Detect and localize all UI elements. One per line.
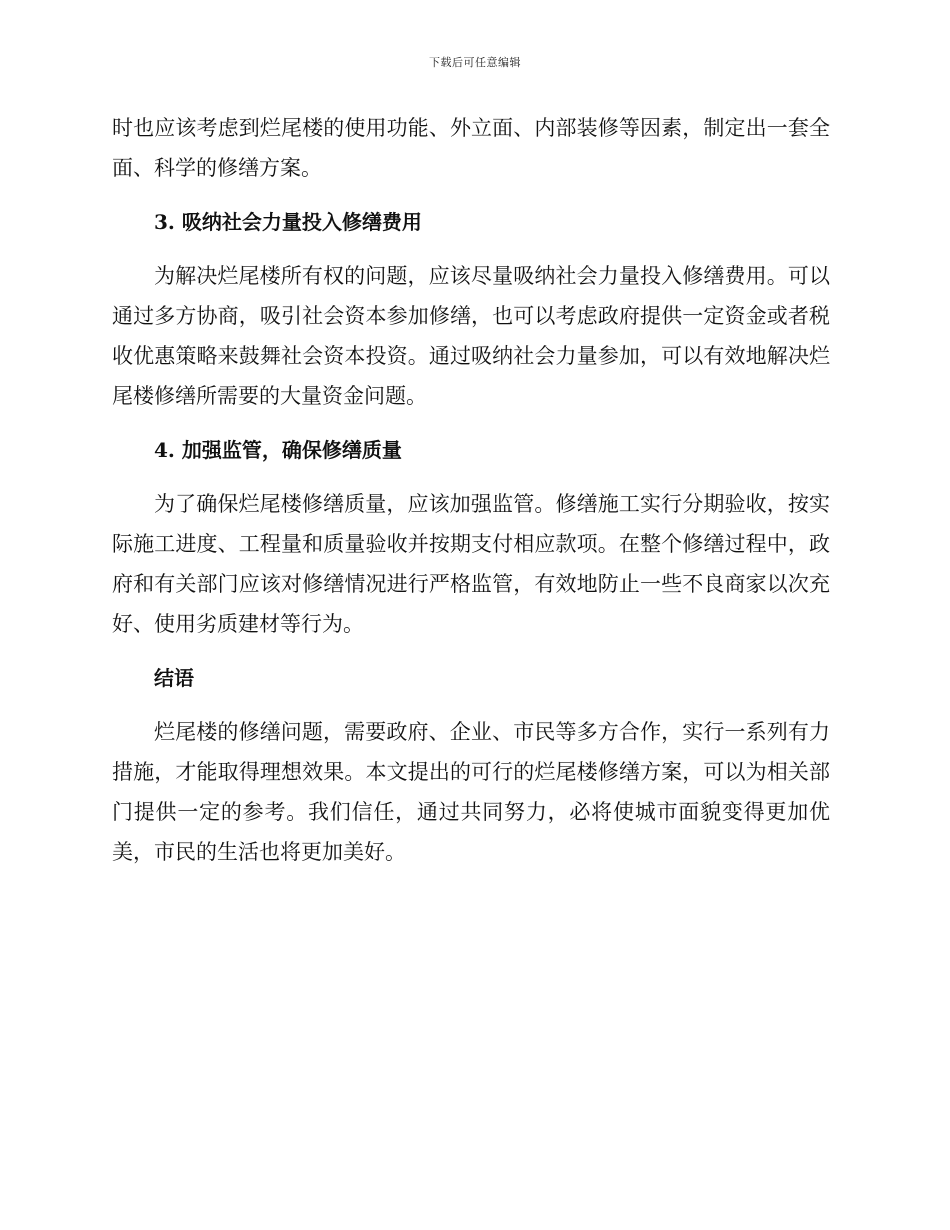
section-heading-3: 3. 吸纳社会力量投入修缮费用: [154, 210, 422, 234]
document-body: [112, 108, 830, 886]
header-note: 下载后可任意编辑: [429, 56, 521, 69]
paragraph-section-4: 为了确保烂尾楼修缮质量，应该加强监管。修缮施工实行分期验收，按实际施工进度、工程量和质量验收并按期支付相应款项。在整个修缮过程中，政府和有关部门应该对修缮情况进行严格监管，有效地防止一些不良商家以次充好、使用劣质建材等行为。: [112, 492, 830, 636]
paragraph-continued: 时也应该考虑到烂尾楼的使用功能、外立面、内部装修等因素，制定出一套全面、科学的修缮方案。: [112, 116, 830, 180]
paragraph-conclusion: 烂尾楼的修缮问题，需要政府、企业、市民等多方合作，实行一系列有力措施，才能取得理想效果。本文提出的可行的烂尾楼修缮方案，可以为相关部门提供一定的参考。我们信任，通过共同努力，必将使城市面貌变得更加优美，市民的生活也将更加美好。: [112, 720, 830, 864]
section-heading-4: 4. 加强监管，确保修缮质量: [154, 438, 402, 462]
paragraph-section-3: 为解决烂尾楼所有权的问题，应该尽量吸纳社会力量投入修缮费用。可以通过多方协商，吸引社会资本参加修缮，也可以考虑政府提供一定资金或者税收优惠策略来鼓舞社会资本投资。通过吸纳社会力量参加，可以有效地解决烂尾楼修缮所需要的大量资金问题。: [112, 264, 830, 408]
section-heading-conclusion: 结语: [154, 666, 194, 690]
